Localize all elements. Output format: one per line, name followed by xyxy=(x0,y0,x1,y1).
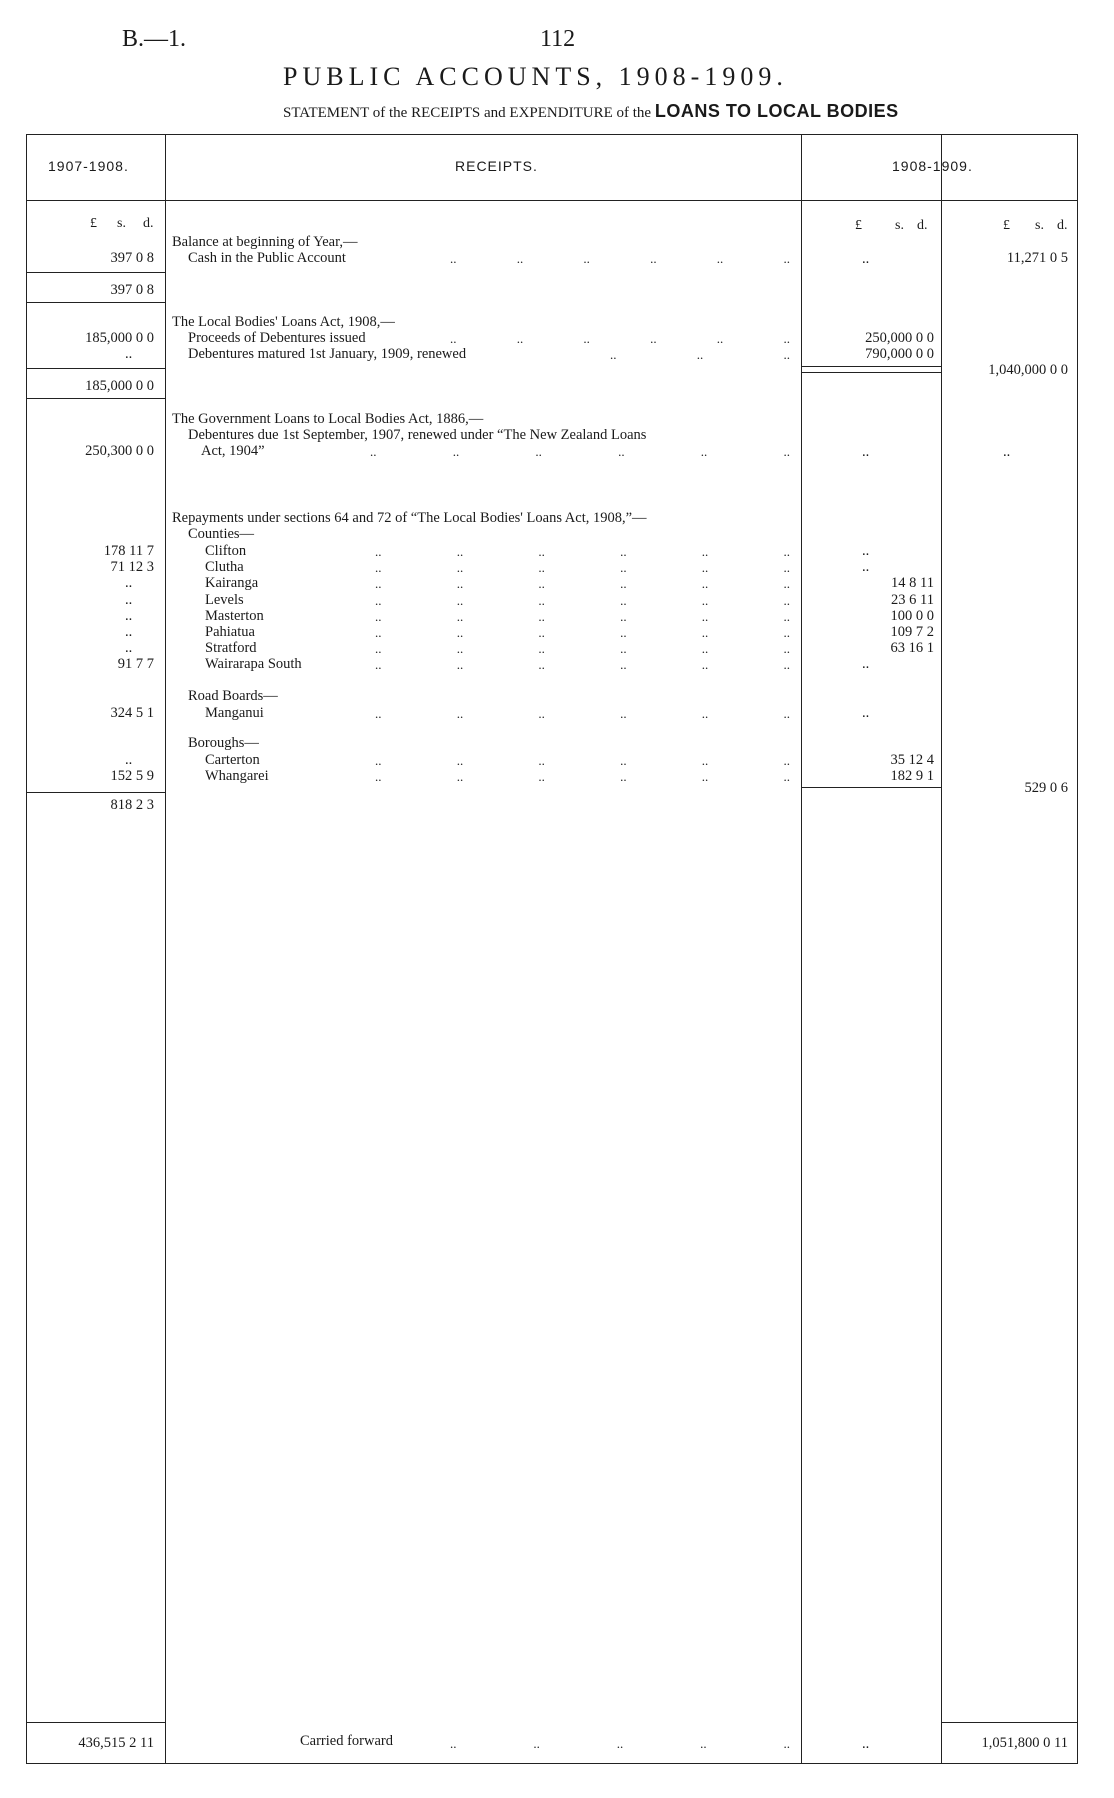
pound-header: £ xyxy=(855,218,862,233)
lbl-act-heading: The Local Bodies' Loans Act, 1908,— xyxy=(172,314,395,330)
subtotal-rule xyxy=(801,372,941,373)
column-header-receipts: RECEIPTS. xyxy=(455,158,538,174)
statement-subtitle xyxy=(283,101,899,122)
leader-dots: .. .. .. .. .. .. xyxy=(375,657,790,673)
matured-item-amount: 790,000 0 0 xyxy=(865,346,934,362)
matured-label: Debentures matured 1st January, 1909, renewed xyxy=(188,346,467,362)
subtotal-rule xyxy=(26,272,165,273)
prev-carried-forward: 436,515 2 11 xyxy=(78,1735,154,1751)
page-title: PUBLIC ACCOUNTS, 1908-1909. xyxy=(283,62,788,91)
ledger-row-name: Whangarei xyxy=(205,768,269,784)
ledger-row-curr-amount: 63 16 1 xyxy=(890,640,934,657)
ledger-row-curr-amount: 100 0 0 xyxy=(890,607,934,624)
govt-total-amount: .. xyxy=(1003,444,1011,460)
proceeds-item-amount: 250,000 0 0 xyxy=(865,330,934,346)
ledger-row-name: Clifton xyxy=(205,543,247,559)
ledger-row-prev-amount: .. xyxy=(125,607,133,624)
leader-dots: .. .. .. .. .. .. xyxy=(450,331,790,346)
leader-dots: .. .. .. .. .. .. xyxy=(375,625,790,640)
subtitle-prefix: STATEMENT of the RECEIPTS and EXPENDITURE of the xyxy=(283,105,652,121)
column-divider xyxy=(801,134,802,1764)
lbl-act-subtotal: 185,000 0 0 xyxy=(85,378,154,394)
govt-act-heading: The Government Loans to Local Bodies Act, 1886,— xyxy=(172,411,484,427)
proceeds-prev-amount: 185,000 0 0 xyxy=(85,330,154,346)
ledger-row-prev-amount: 324 5 1 xyxy=(110,705,154,721)
govt-item-amount: .. xyxy=(862,444,870,460)
ledger-row-curr-amount: 23 6 11 xyxy=(891,591,934,608)
boroughs-heading: Boroughs— xyxy=(188,735,259,751)
subtotal-rule xyxy=(26,398,165,399)
statement-table xyxy=(26,134,1078,1764)
leader-dots: .. .. .. .. .. .. xyxy=(375,544,790,559)
ledger-row-prev-amount: 91 7 7 xyxy=(117,656,154,673)
leader-dots: .. .. .. .. .. .. xyxy=(450,251,790,266)
ledger-row-name: Wairarapa South xyxy=(205,656,302,673)
subtotal-rule xyxy=(26,302,165,303)
footer-rule xyxy=(941,1722,1078,1723)
cash-label: Cash in the Public Account xyxy=(188,250,346,266)
carried-forward-label: Carried forward xyxy=(300,1733,393,1749)
ledger-row-curr-amount: .. xyxy=(862,705,870,721)
ledger-row-prev-amount: .. xyxy=(125,752,133,768)
pence-header: d. xyxy=(143,216,154,231)
cash-total-amount: 11,271 0 5 xyxy=(1006,250,1068,266)
ledger-row-name: Pahiatua xyxy=(205,624,255,640)
ledger-row-name: Levels xyxy=(205,591,244,608)
ledger-row-prev-amount: .. xyxy=(125,640,133,657)
ledger-row-curr-amount: .. xyxy=(862,543,870,559)
pound-header: £ xyxy=(1003,218,1010,233)
ledger-row-curr-amount: .. xyxy=(862,559,870,576)
repay-heading: Repayments under sections 64 and 72 of “The Local Bodies' Loans Act, 1908,”— xyxy=(172,510,647,526)
leader-dots: .. .. .. .. .. .. xyxy=(375,706,790,721)
balance-heading: Balance at beginning of Year,— xyxy=(172,234,358,250)
ledger-row-name: Carterton xyxy=(205,752,260,768)
pence-header: d. xyxy=(1057,218,1068,233)
subtotal-rule xyxy=(801,787,941,788)
page-number: 112 xyxy=(540,26,576,52)
ledger-row-name: Kairanga xyxy=(205,575,259,592)
ledger-row-curr-amount: 109 7 2 xyxy=(890,624,934,640)
footer-rule xyxy=(26,1722,165,1723)
ledger-row-name: Masterton xyxy=(205,607,264,624)
counties-heading: Counties— xyxy=(188,526,255,542)
govt-prev-amount: 250,300 0 0 xyxy=(85,443,154,459)
cash-item-amount: .. xyxy=(862,251,870,267)
ledger-row-curr-amount: 35 12 4 xyxy=(890,752,934,768)
carried-item-amount: .. xyxy=(862,1736,870,1752)
leader-dots: .. .. .. xyxy=(610,347,790,362)
road-boards-heading: Road Boards— xyxy=(188,688,278,704)
column-header-curr-year: 1908-1909. xyxy=(892,158,973,174)
subtitle-bold: LOANS TO LOCAL BODIES xyxy=(654,101,899,121)
ledger-row-name: Stratford xyxy=(205,640,257,657)
lbl-act-total: 1,040,000 0 0 xyxy=(988,362,1068,378)
leader-dots: .. .. .. .. .. .. xyxy=(375,753,790,768)
matured-prev-amount: .. xyxy=(125,346,133,362)
proceeds-label: Proceeds of Debentures issued xyxy=(188,330,366,346)
leader-dots: .. .. .. .. .. xyxy=(450,1736,790,1751)
cash-prev-amount: 397 0 8 xyxy=(110,250,154,266)
ledger-row-curr-amount: 14 8 11 xyxy=(891,575,934,592)
shilling-header: s. xyxy=(895,218,904,233)
subtotal-rule xyxy=(26,368,165,369)
ledger-row-prev-amount: 178 11 7 xyxy=(103,543,154,559)
ledger-row-name: Clutha xyxy=(205,559,244,576)
column-header-prev-year: 1907-1908. xyxy=(48,158,129,174)
ledger-row-prev-amount: .. xyxy=(125,575,133,592)
govt-line-2: Act, 1904” xyxy=(201,443,265,459)
pound-header: £ xyxy=(90,216,97,231)
repay-total: 529 0 6 xyxy=(1024,780,1068,796)
ledger-row-curr-amount: .. xyxy=(862,656,870,673)
carried-forward-total: 1,051,800 0 11 xyxy=(981,1735,1068,1751)
column-divider xyxy=(165,134,166,1764)
leader-dots: .. .. .. .. .. .. xyxy=(375,641,790,657)
govt-line-1: Debentures due 1st September, 1907, renewed under “The New Zealand Loans xyxy=(188,427,647,443)
leader-dots: .. .. .. .. .. .. xyxy=(375,576,790,592)
ledger-row-curr-amount: 182 9 1 xyxy=(890,768,934,784)
pence-header: d. xyxy=(917,218,928,233)
ledger-row-prev-amount: 71 12 3 xyxy=(110,559,154,576)
subtotal-rule xyxy=(26,792,165,793)
ledger-row-prev-amount: 152 5 9 xyxy=(110,768,154,784)
ledger-row-name: Manganui xyxy=(205,705,264,721)
ledger-row-prev-amount: .. xyxy=(125,591,133,608)
subtotal-rule xyxy=(801,366,941,367)
leader-dots: .. .. .. .. .. .. xyxy=(375,592,790,608)
leader-dots: .. .. .. .. .. .. xyxy=(370,444,790,459)
ledger-row-prev-amount: .. xyxy=(125,624,133,640)
leader-dots: .. .. .. .. .. .. xyxy=(375,560,790,576)
document-code: B.—1. xyxy=(122,26,187,52)
shilling-header: s. xyxy=(1035,218,1044,233)
repay-subtotal: 818 2 3 xyxy=(110,797,154,813)
leader-dots: .. .. .. .. .. .. xyxy=(375,769,790,784)
cash-subtotal: 397 0 8 xyxy=(110,282,154,298)
column-divider xyxy=(941,134,942,1764)
shilling-header: s. xyxy=(117,216,126,231)
header-rule xyxy=(26,200,1078,201)
leader-dots: .. .. .. .. .. .. xyxy=(375,608,790,624)
